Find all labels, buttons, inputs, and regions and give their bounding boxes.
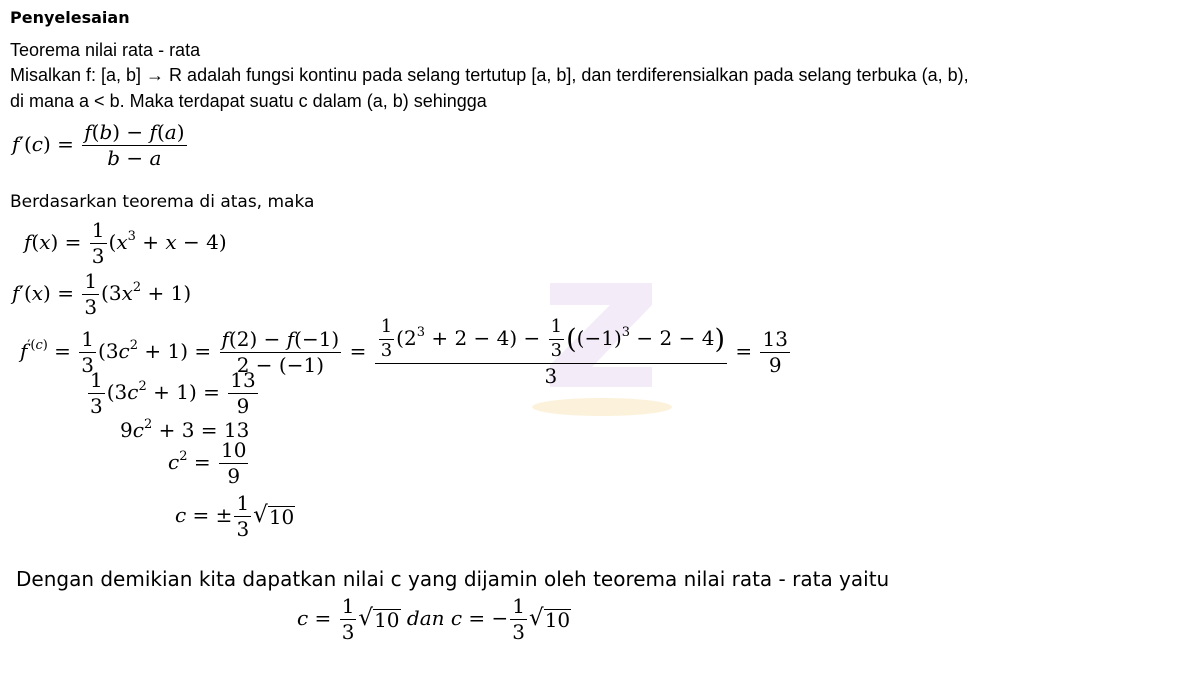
mean-value-equation: $f^{'(c)}$ = $\frac{1}{3}$ $(3c^2 + 1)$ = $\frac{f(2) - f(-1)}{2 - (-1)}$ = $\frac{1}{3}$ $(2^3 + 2 - 4)$ − $\frac{1}{3}$ $((-1)^3 - 2 - 4)$ 3 = $\frac{13}{9}$	[20, 316, 788, 388]
page-heading: Penyelesaian	[10, 8, 130, 27]
result-connector: dan	[406, 606, 445, 630]
theorem-statement-line1: Misalkan f: [a, b] → R adalah fungsi kontinu pada selang tertutup [a, b], dan terdiferensialkan pada selang terbuka (a, b),	[10, 65, 969, 85]
final-result: c = $\frac{1}{3}$ √ 10 dan c = − $\frac{1}{3}$ √ 10	[297, 594, 571, 644]
function-definition: f(x) = $\frac{1}{3}$ $(x^3 + x - 4)$	[24, 218, 227, 268]
conclusion-text: Dengan demikian kita dapatkan nilai c yang dijamin oleh teorema nilai rata - rata yaitu	[16, 567, 890, 591]
theorem-title: Teorema nilai rata - rata	[10, 40, 201, 60]
step-equation-1: $\frac{1}{3}$ $(3c^2 + 1)$ = $\frac{13}{9}$	[90, 368, 256, 418]
based-on-text: Berdasarkan teorema di atas, maka	[10, 192, 315, 212]
step-solution: c = ± $\frac{1}{3}$ √ 10	[175, 491, 295, 541]
derivative-formula: f′(x) = $\frac{1}{3}$ $(3x^2 + 1)$	[12, 269, 192, 319]
theorem-statement-line2: di mana a < b. Maka terdapat suatu c dalam (a, b) sehingga	[10, 91, 487, 111]
step-equation-2: $9c^2 + 3 = 13$	[120, 416, 250, 442]
step-equation-3: $c^2$ = $\frac{10}{9}$	[168, 438, 247, 488]
theorem-formula: f′(c) = $\frac{f(b) - f(a)}{b - a}$	[12, 120, 185, 170]
